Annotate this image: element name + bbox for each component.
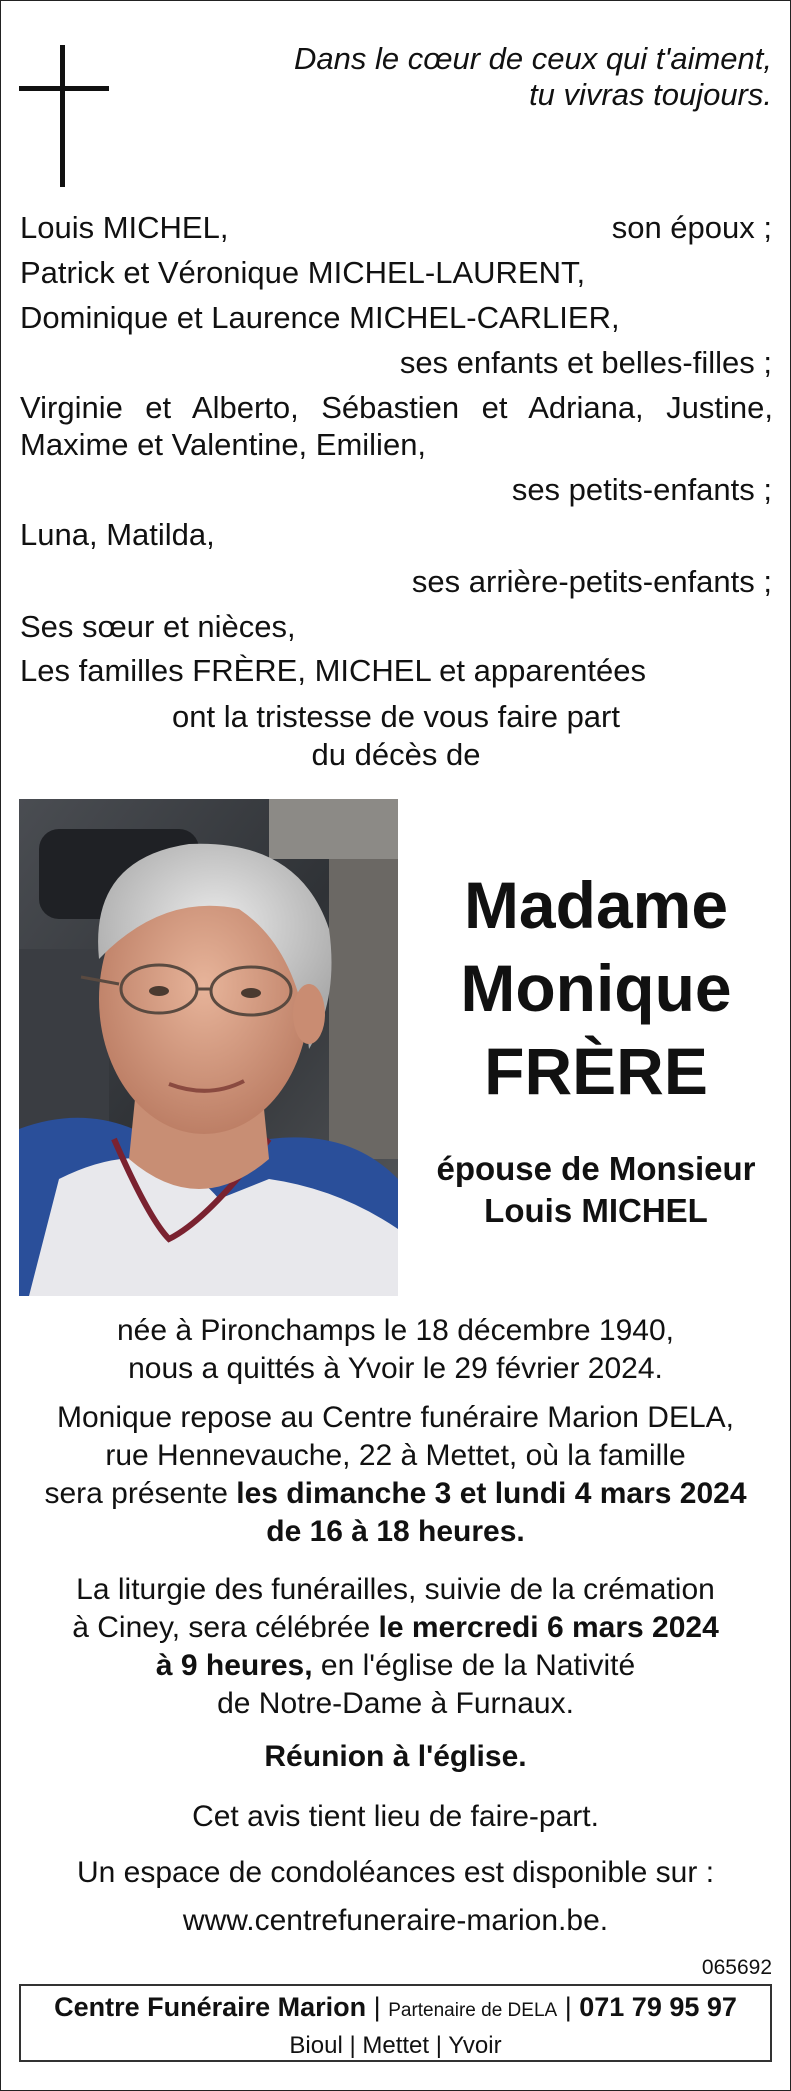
spouse-line-1: épouse de Monsieur [436, 1150, 756, 1187]
family-great-grandchildren-role: ses arrière-petits-enfants ; [411, 564, 772, 599]
family-grandchildren-line-2: Maxime et Valentine, Emilien, [20, 427, 427, 462]
condolences-info: Un espace de condoléances est disponible sur : [76, 1856, 715, 1889]
deceased-title: Madame [463, 868, 729, 942]
deceased-last-name: FRÈRE [484, 1034, 708, 1108]
partner-label: Partenaire de DELA [388, 2000, 558, 2021]
spouse-line-2: Louis MICHEL [484, 1192, 708, 1229]
family-child-2: Dominique et Laurence MICHEL-CARLIER, [20, 300, 620, 335]
family-great-grandchildren: Luna, Matilda, [20, 517, 215, 552]
reference-number: 065692 [701, 1956, 772, 1979]
portrait-photo [19, 799, 398, 1296]
family-husband-role: son époux ; [611, 210, 772, 245]
family-child-1: Patrick et Véronique MICHEL-LAURENT, [20, 255, 586, 290]
meeting-info: Réunion à l'église. [264, 1740, 527, 1773]
epitaph-quote: Dans le cœur de ceux qui t'aiment, tu vivras toujours. [293, 41, 772, 112]
funeral-home-name: Centre Funéraire Marion [54, 1992, 367, 2022]
family-husband: Louis MICHEL, [20, 210, 229, 245]
locations: Bioul | Mettet | Yvoir [289, 2032, 502, 2059]
deceased-first-name: Monique [460, 951, 732, 1025]
family-children-role: ses enfants et belles-filles ; [399, 345, 772, 380]
birth-death-info: née à Pironchamps le 18 décembre 1940, nous a quittés à Yvoir le 29 février 2024. [116, 1314, 675, 1385]
phone-number[interactable]: 071 79 95 97 [579, 1992, 737, 2022]
repose-info: Monique repose au Centre funéraire Marion DELA, rue Hennevauche, 22 à Mettet, où la famille sera présente les dimanche 3 et lundi 4 mars 2024 de 16 à 18 heures. [44, 1401, 747, 1548]
liturgy-info: La liturgie des funérailles, suivie de la crémation à Ciney, sera célébrée le mercredi 6 mars 2024 à 9 heures, en l'église de la Nativité de Notre-Dame à Furnaux. [72, 1573, 719, 1720]
family-grandchildren-role: ses petits-enfants ; [511, 472, 772, 507]
notice-info: Cet avis tient lieu de faire-part. [192, 1800, 599, 1833]
condolences-url[interactable]: www.centrefuneraire-marion.be. [182, 1904, 609, 1937]
family-grandchildren-line-1: Virginie et Alberto, Sébastien et Adriana, Justine, [20, 390, 773, 425]
announcement: ont la tristesse de vous faire part du décès de [171, 699, 620, 772]
funeral-home-footer: Centre Funéraire Marion | Partenaire de DELA | 071 79 95 97 Bioul | Mettet | Yvoir [19, 1984, 772, 2062]
family-families: Les familles FRÈRE, MICHEL et apparentées [20, 653, 646, 688]
family-siblings: Ses sœur et nièces, [20, 609, 296, 644]
